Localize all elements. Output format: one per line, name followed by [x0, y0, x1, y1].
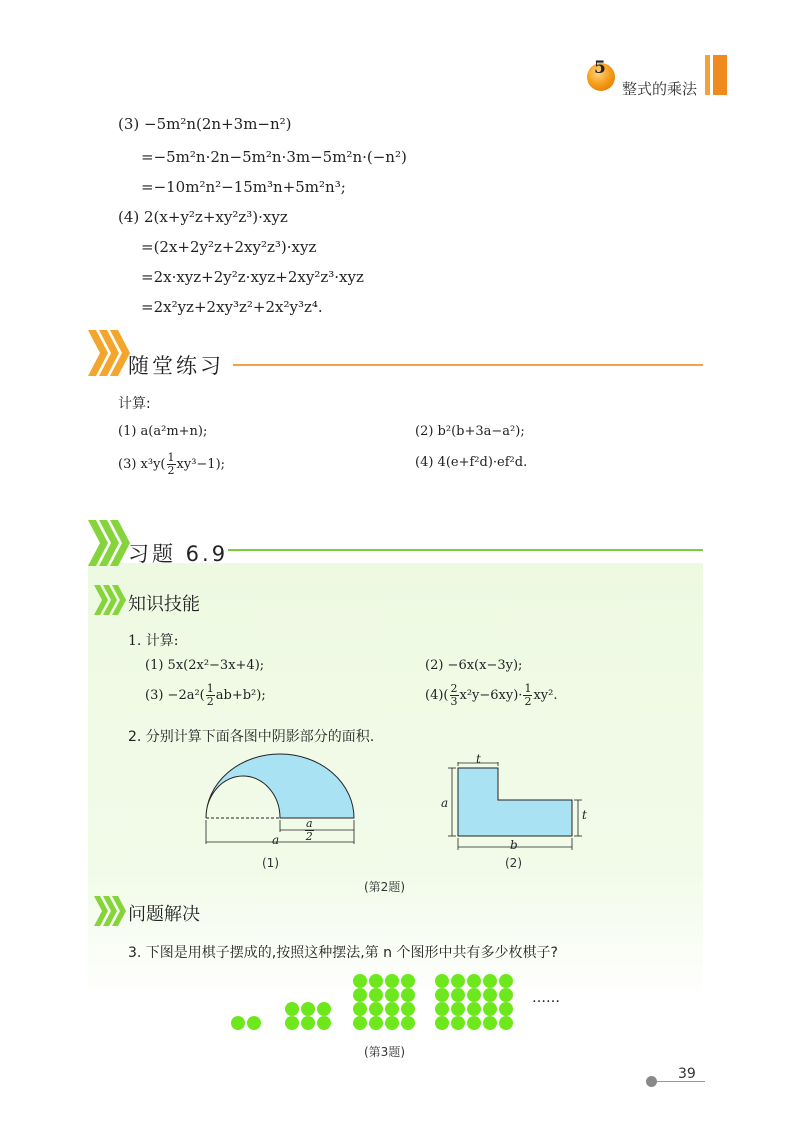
figure-2-caption: (2)	[505, 856, 522, 870]
problem-solving-title: 问题解决	[128, 904, 200, 925]
fraction	[206, 683, 215, 708]
fraction-numerator: a	[306, 817, 313, 830]
example-4-line-2: =(2x+2y²z+2xy²z³)·xyz	[141, 238, 317, 256]
example-4-line-3: =2x·xyz+2y²z·xyz+2xy²z³·xyz	[141, 268, 364, 286]
practice-title: 随堂练习	[128, 354, 224, 378]
figure-2-label-b: b	[510, 838, 518, 852]
exercise-q1-4-mid: x²y−6xy)·	[459, 688, 523, 703]
fraction	[167, 452, 176, 477]
fraction-denominator: 2	[305, 830, 313, 843]
chevron-arrows-green-icon	[88, 518, 132, 568]
go-pieces-pattern	[228, 968, 528, 1038]
exercise-title: 习题 6.9	[128, 542, 229, 566]
figure-2-label-a: a	[441, 796, 449, 810]
practice-rule	[233, 364, 703, 366]
exercise-q1-label: 1. 计算:	[128, 633, 179, 649]
practice-q3-pre: (3) x³y(	[118, 457, 166, 472]
exercise-q1-4-post: xy².	[533, 688, 558, 703]
practice-q2: (2) b²(b+3a−a²);	[415, 424, 525, 439]
fraction-denominator: 3	[450, 695, 458, 708]
chapter-title: 整式的乘法	[622, 80, 698, 98]
figure-2-label-t-right: t	[582, 808, 587, 822]
page-number: 39	[678, 1066, 696, 1082]
exercise-q1-1: (1) 5x(2x²−3x+4);	[145, 658, 265, 673]
exercise-rule	[228, 549, 703, 551]
exercise-q1-3-pre: (3) −2a²(	[145, 688, 205, 703]
fraction-numerator: 2	[450, 682, 458, 695]
chevron-arrows-icon	[88, 328, 132, 378]
fraction-denominator: 2	[206, 695, 214, 708]
footer-dot	[646, 1076, 657, 1087]
header-bar-thin	[705, 55, 710, 95]
skills-title: 知识技能	[128, 594, 200, 615]
figure-2-label-t-top: t	[476, 752, 481, 766]
figure-1-semicircle	[198, 750, 363, 850]
figure-1-caption: (1)	[262, 856, 279, 870]
exercise-q1-4-pre: (4)(	[425, 688, 449, 703]
fraction-numerator: 1	[524, 682, 532, 695]
fraction	[523, 683, 532, 708]
example-3-line-3: =−10m²n²−15m³n+5m²n³;	[141, 178, 346, 196]
example-3-line-2: =−5m²n·2n−5m²n·3m−5m²n·(−n²)	[141, 148, 407, 166]
header-bar-thick	[713, 55, 727, 95]
practice-q4: (4) 4(e+f²d)·ef²d.	[415, 455, 528, 470]
chapter-number: 5	[594, 58, 606, 78]
pattern-ellipsis: ……	[532, 990, 560, 1006]
practice-q1: (1) a(a²m+n);	[118, 424, 208, 439]
practice-q3	[118, 452, 225, 477]
exercise-q1-3-post: ab+b²);	[215, 688, 266, 703]
exercise-q2-label: 2. 分别计算下面各图中阴影部分的面积.	[128, 729, 375, 745]
fraction-numerator: 1	[167, 451, 175, 464]
question-2-caption: (第2题)	[364, 880, 405, 894]
figure-1-label-a: a	[272, 833, 280, 847]
chevron-small-icon	[94, 893, 130, 929]
practice-intro: 计算:	[118, 396, 151, 412]
question-3-caption: (第3题)	[364, 1045, 405, 1059]
fraction	[450, 683, 459, 708]
fraction-denominator: 2	[524, 695, 532, 708]
exercise-q1-4	[425, 683, 557, 708]
example-4-line-1: (4) 2(x+y²z+xy²z³)·xyz	[118, 208, 288, 226]
example-3-line-1: (3) −5m²n(2n+3m−n²)	[118, 115, 292, 133]
exercise-q3-label: 3. 下图是用棋子摆成的,按照这种摆法,第 n 个图形中共有多少枚棋子?	[128, 945, 558, 961]
practice-q3-post: xy³−1);	[176, 457, 226, 472]
example-4-line-4: =2x²yz+2xy³z²+2x²y³z⁴.	[141, 298, 323, 316]
exercise-q1-2: (2) −6x(x−3y);	[425, 658, 523, 673]
fraction-numerator: 1	[206, 682, 214, 695]
fraction-denominator: 2	[167, 464, 175, 477]
exercise-q1-3	[145, 683, 266, 708]
exercise-background	[88, 563, 703, 1003]
figure-1-label-half	[305, 818, 314, 843]
chevron-small-icon	[94, 582, 130, 618]
